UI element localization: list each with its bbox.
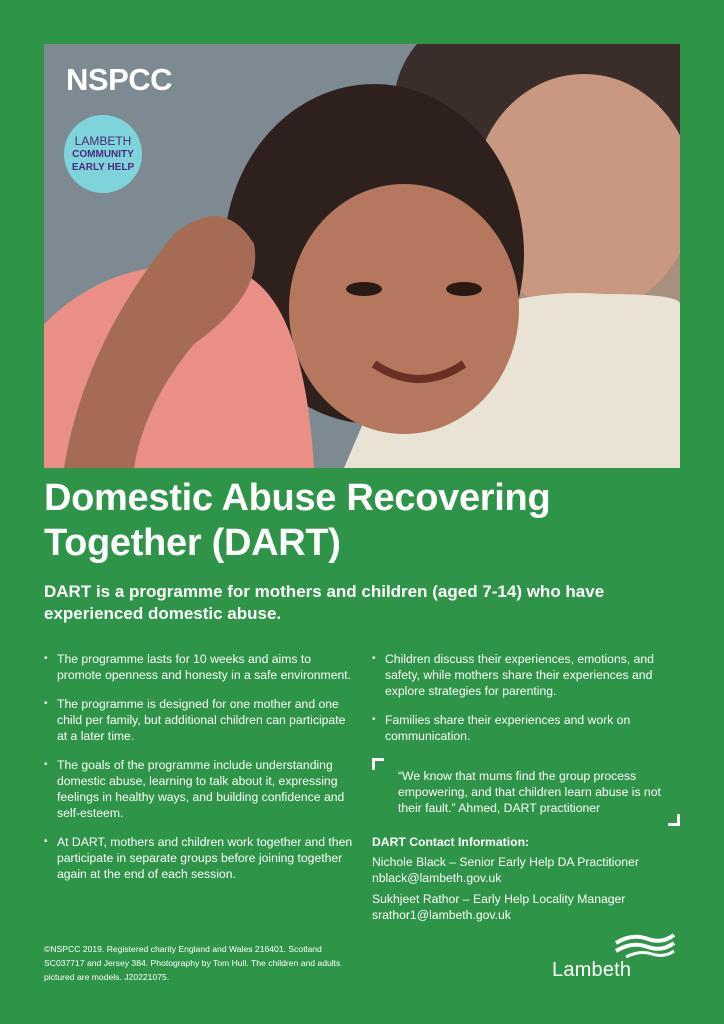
nspcc-logo: NSPCC (66, 62, 173, 97)
quote-close-mark-icon (668, 814, 680, 826)
lambeth-early-help-badge (64, 115, 142, 193)
quote-block (372, 758, 682, 826)
lambeth-wave-icon (612, 933, 678, 959)
hero-photo-illustration (44, 44, 680, 468)
contact-person (372, 854, 692, 886)
lambeth-logo (552, 933, 682, 983)
intro-text: DART is a programme for mothers and children (aged 7-14) who have experienced domestic abuse. (44, 582, 605, 623)
list-item: • The goals of the programme include understanding domestic abuse, learning to talk about it, expressing feelings in healthy ways, and building confidence and self-esteem. (44, 757, 354, 821)
left-bullet-list (44, 651, 354, 895)
hero-photo (44, 44, 680, 468)
contact-role: Nichole Black – Senior Early Help DA Practitioner (372, 855, 639, 869)
quote-body: “We know that mums find the group process empowering, and that children learn abuse is not their fault.” (398, 769, 661, 815)
lambeth-wordmark: Lambeth (552, 959, 632, 981)
badge-line-2: COMMUNITY (72, 148, 134, 160)
badge-line-3: EARLY HELP (71, 161, 135, 173)
list-item: • Children discuss their experiences, emotions, and safety, while mothers share their experiences and explore strategies for parenting. (372, 651, 680, 699)
contact-email[interactable]: srathor1@lambeth.gov.uk (372, 908, 511, 922)
contact-person (372, 891, 692, 923)
contact-information (372, 834, 692, 928)
legal-footer: ©NSPCC 2019. Registered charity England and Wales 216401. Scotland SC037717 and Jersey 384. Photography by Tom Hull. The children and adults pictured are models. J20221075. (44, 944, 341, 982)
list-item: • The programme is designed for one mother and one child per family, but additional children can participate at a later time. (44, 696, 354, 744)
list-item: • Families share their experiences and work on communication. (372, 712, 680, 744)
badge-line-1: LAMBETH (74, 133, 132, 148)
contact-title: DART Contact Information: (372, 835, 530, 849)
list-item: • At DART, mothers and children work together and then participate in separate groups before joining together again at the end of each session. (44, 834, 354, 882)
contact-role: Sukhjeet Rathor – Early Help Locality Manager (372, 892, 626, 906)
quote-attribution: Ahmed, DART practitioner (458, 801, 601, 815)
right-bullet-list (372, 651, 680, 757)
list-item: • The programme lasts for 10 weeks and aims to promote openness and honesty in a safe environment. (44, 651, 354, 683)
quote-text (398, 768, 668, 816)
page-title: Domestic Abuse Recovering Together (DART) (44, 477, 551, 564)
quote-open-mark-icon (372, 758, 384, 770)
contact-email[interactable]: nblack@lambeth.gov.uk (372, 871, 502, 885)
